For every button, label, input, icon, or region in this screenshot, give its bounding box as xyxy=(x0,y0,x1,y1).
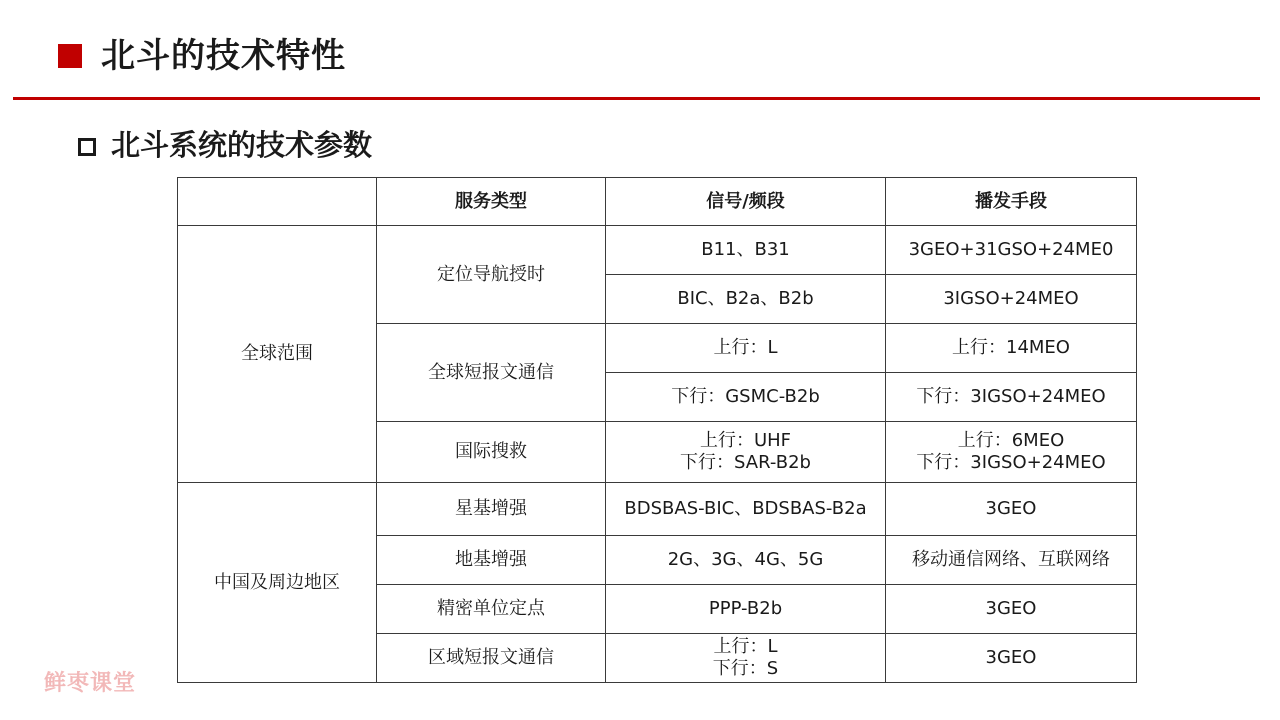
region-cell-china: 中国及周边地区 xyxy=(178,483,377,683)
service-cell-global-sms: 全球短报文通信 xyxy=(377,324,606,422)
signal-line: 上行：L xyxy=(713,636,778,657)
signal-cell: 2G、3G、4G、5G xyxy=(606,536,886,585)
service-cell-ppp: 精密单位定点 xyxy=(377,585,606,634)
broadcast-cell: 下行：3IGSO+24MEO xyxy=(886,373,1137,422)
header-region xyxy=(178,178,377,226)
signal-cell: 下行：GSMC-B2b xyxy=(606,373,886,422)
service-cell-gbas: 地基增强 xyxy=(377,536,606,585)
table-header-row xyxy=(178,178,1137,226)
table-row xyxy=(178,226,1137,275)
region-cell-global: 全球范围 xyxy=(178,226,377,483)
broadcast-cell: 3GEO+31GSO+24ME0 xyxy=(886,226,1137,275)
signal-cell xyxy=(606,634,886,683)
signal-cell: PPP-B2b xyxy=(606,585,886,634)
service-cell-sbas: 星基增强 xyxy=(377,483,606,536)
signal-cell: BDSBAS-BIC、BDSBAS-B2a xyxy=(606,483,886,536)
broadcast-line: 上行：6MEO xyxy=(957,430,1065,451)
header-signal-band: 信号/频段 xyxy=(606,178,886,226)
service-cell-regional-sms: 区域短报文通信 xyxy=(377,634,606,683)
subtitle-bullet-square xyxy=(78,138,96,156)
page-title: 北斗的技术特性 xyxy=(101,36,346,76)
service-cell-sar: 国际搜救 xyxy=(377,422,606,483)
header-broadcast-means: 播发手段 xyxy=(886,178,1137,226)
table-row xyxy=(178,483,1137,536)
signal-cell: BIC、B2a、B2b xyxy=(606,275,886,324)
broadcast-cell: 3GEO xyxy=(886,483,1137,536)
broadcast-line: 下行：3IGSO+24MEO xyxy=(916,452,1106,473)
section-subtitle: 北斗系统的技术参数 xyxy=(111,128,373,162)
broadcast-cell: 3IGSO+24MEO xyxy=(886,275,1137,324)
broadcast-cell: 移动通信网络、互联网络 xyxy=(886,536,1137,585)
header-service-type: 服务类型 xyxy=(377,178,606,226)
broadcast-cell: 3GEO xyxy=(886,634,1137,683)
signal-line: 上行：UHF xyxy=(699,430,792,451)
broadcast-cell xyxy=(886,422,1137,483)
signal-line: 下行：S xyxy=(712,658,779,679)
signal-cell: 上行：L xyxy=(606,324,886,373)
title-divider xyxy=(13,97,1260,100)
broadcast-cell: 上行：14MEO xyxy=(886,324,1137,373)
signal-line: 下行：SAR-B2b xyxy=(680,452,811,473)
broadcast-cell: 3GEO xyxy=(886,585,1137,634)
watermark-logo: 鲜枣课堂 xyxy=(44,671,137,696)
signal-cell: B11、B31 xyxy=(606,226,886,275)
signal-cell xyxy=(606,422,886,483)
tech-params-table xyxy=(177,177,1137,683)
title-bullet-square xyxy=(58,44,82,68)
service-cell-pnt: 定位导航授时 xyxy=(377,226,606,324)
